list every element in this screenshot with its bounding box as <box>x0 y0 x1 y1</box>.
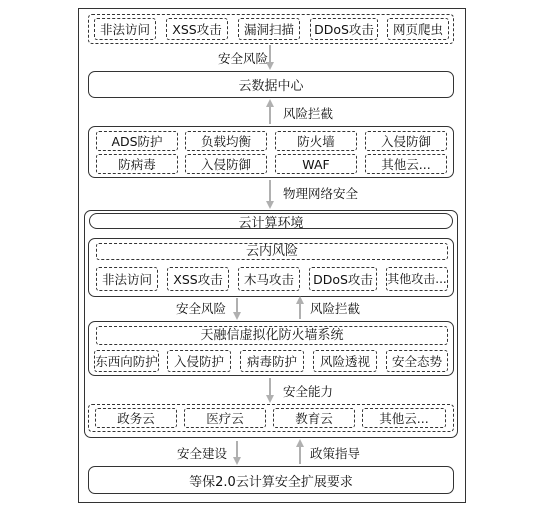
protection-item: 防病毒 <box>96 154 178 174</box>
firewall-capability-item: 安全态势 <box>386 350 448 372</box>
threat-top-item: 非法访问 <box>94 18 156 40</box>
label-security-risk-top: 安全风险 <box>218 51 269 66</box>
protection-item: 负载均衡 <box>185 131 267 151</box>
firewall-capability-item: 入侵防护 <box>167 350 231 372</box>
threat-top-item: XSS攻击 <box>166 18 228 40</box>
firewall-capability-item: 东西向防护 <box>94 350 159 372</box>
internal-risk-item: DDoS攻击 <box>309 267 377 291</box>
cloud-computing-env-title: 云计算环境 <box>238 215 304 231</box>
protection-item: 其他云... <box>365 154 447 174</box>
threat-top-item: 网页爬虫 <box>387 18 449 40</box>
internal-risk-item: 非法访问 <box>96 267 158 291</box>
protection-item: 入侵防御 <box>365 131 447 151</box>
protection-item: WAF <box>275 154 357 174</box>
label-security-risk-inner: 安全风险 <box>176 301 227 316</box>
protection-item: 入侵防御 <box>185 154 267 174</box>
bottom-requirement-label: 等保2.0云计算安全扩展要求 <box>189 474 353 490</box>
threat-top-item: DDoS攻击 <box>310 18 378 40</box>
label-risk-intercept-top: 风险拦截 <box>283 106 334 121</box>
cloud-type-item: 教育云 <box>273 408 355 428</box>
firewall-system-title: 天融信虚拟化防火墙系统 <box>96 326 448 345</box>
cloud-type-item: 其他云... <box>362 408 446 428</box>
internal-risk-item: XSS攻击 <box>167 267 229 291</box>
cloud-type-item: 政务云 <box>95 408 177 428</box>
cloud-type-item: 医疗云 <box>184 408 266 428</box>
label-physical-network-security: 物理网络安全 <box>283 186 359 201</box>
label-security-capability: 安全能力 <box>283 384 334 399</box>
firewall-capability-item: 病毒防护 <box>240 350 304 372</box>
threat-top-item: 漏洞扫描 <box>238 18 300 40</box>
label-policy-guidance: 政策指导 <box>310 446 361 461</box>
firewall-capability-item: 风险透视 <box>313 350 377 372</box>
internal-risk-item: 木马攻击 <box>238 267 300 291</box>
label-risk-intercept-inner: 风险拦截 <box>310 301 361 316</box>
protection-item: ADS防护 <box>96 131 178 151</box>
label-security-construction: 安全建设 <box>177 446 228 461</box>
protection-item: 防火墙 <box>275 131 357 151</box>
internal-risk-item: 其他攻击... <box>386 267 448 291</box>
cloud-internal-risk-title: 云内风险 <box>96 243 448 260</box>
cloud-data-center-label: 云数据中心 <box>238 79 304 94</box>
